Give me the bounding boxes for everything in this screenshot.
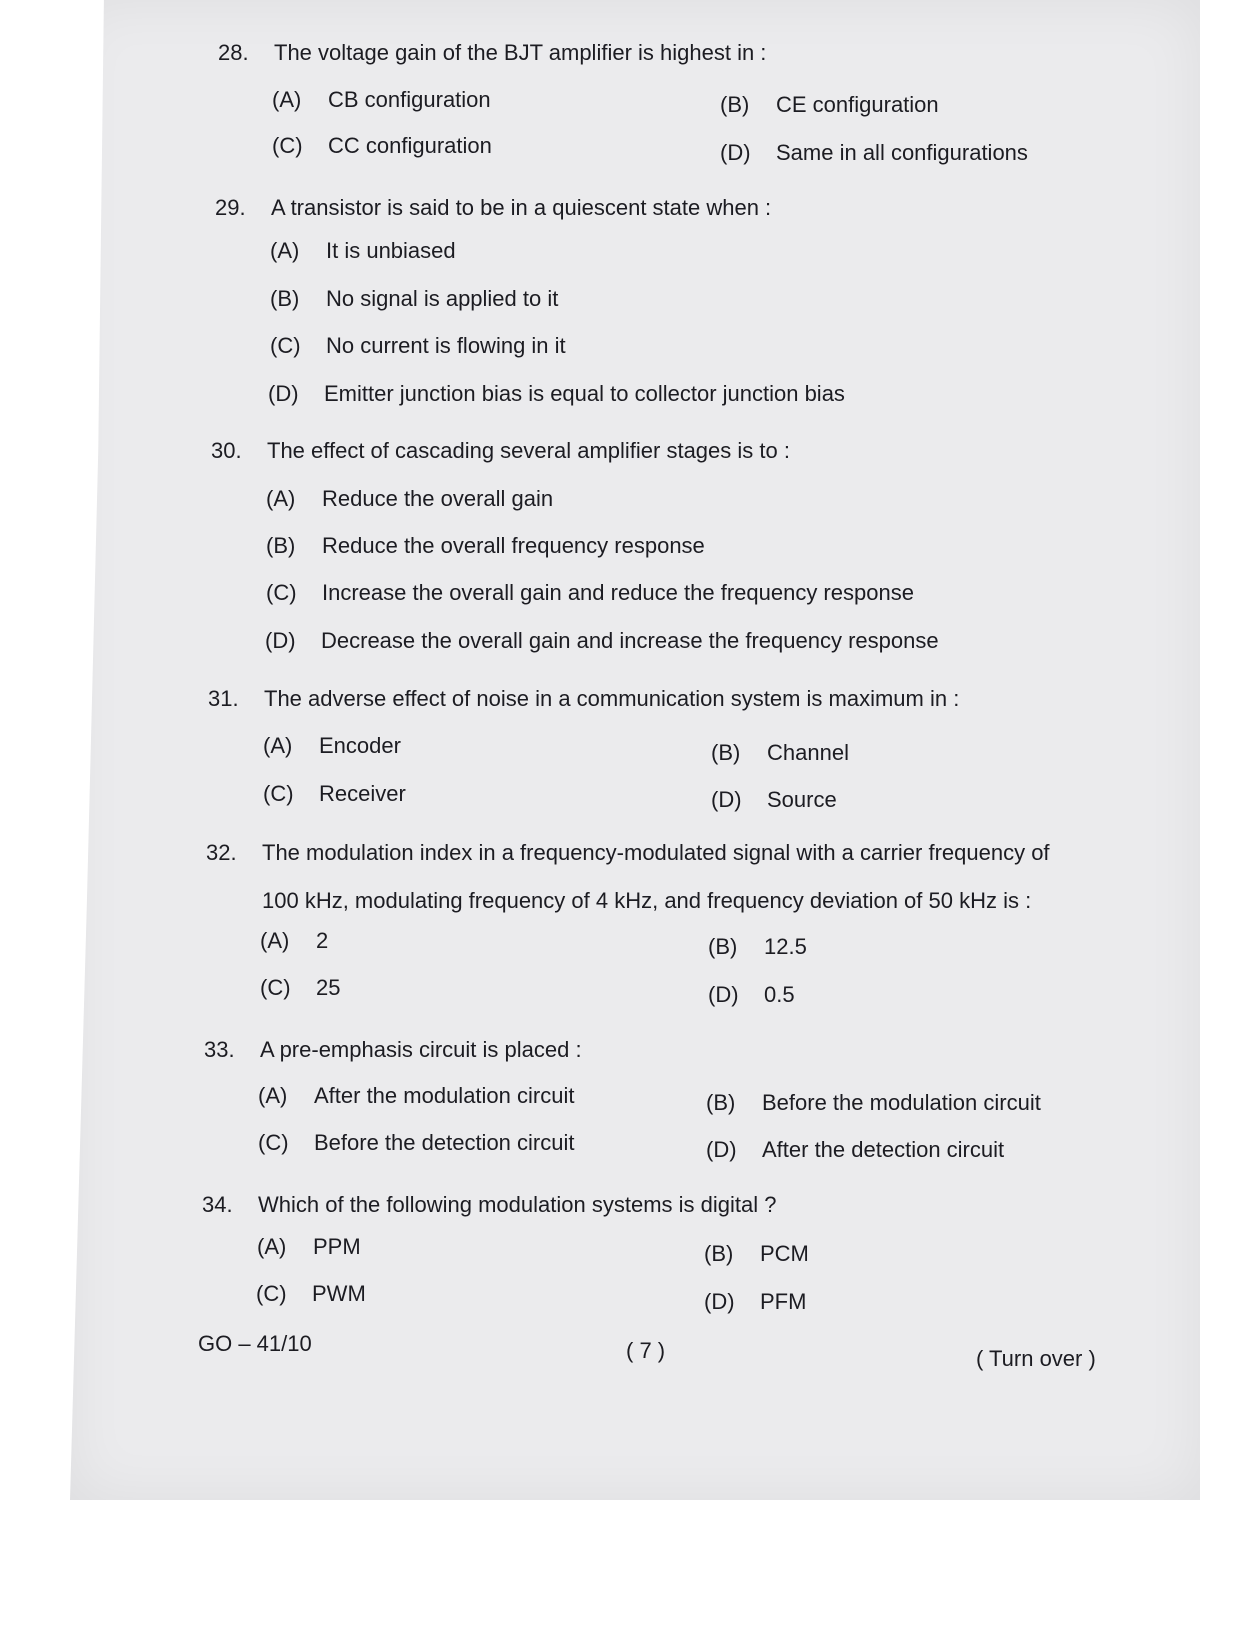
option-a: (A) 2 — [260, 928, 329, 953]
option-c: (C) Receiver — [263, 781, 406, 806]
question-text: The effect of cascading several amplifier stages is to : — [267, 438, 790, 463]
option-b: (B) Before the modulation circuit — [706, 1090, 1041, 1115]
option-c: (C) No current is flowing in it — [270, 333, 566, 358]
question-text: A transistor is said to be in a quiescent state when : — [271, 195, 772, 220]
option-b: (B) PCM — [704, 1241, 809, 1266]
option-c: (C) Increase the overall gain and reduce the frequency response — [266, 580, 914, 605]
option-b: (B) Reduce the overall frequency response — [266, 533, 705, 558]
question-32-continued — [262, 888, 1031, 914]
option-d: (D) Source — [711, 787, 837, 812]
option-a: (A) Reduce the overall gain — [266, 486, 554, 511]
question-number: 33. — [204, 1037, 235, 1062]
question-text: The adverse effect of noise in a communication system is maximum in : — [264, 686, 960, 711]
turn-over: ( Turn over ) — [976, 1346, 1096, 1371]
page-number: ( 7 ) — [626, 1338, 666, 1363]
option-d: (D) Decrease the overall gain and increase the frequency response — [265, 628, 939, 653]
question-number: 28. — [218, 40, 249, 65]
option-b: (B) Channel — [711, 740, 849, 765]
question-text: The modulation index in a frequency-modulated signal with a carrier frequency of — [262, 840, 1050, 865]
option-d: (D) Emitter junction bias is equal to collector junction bias — [268, 381, 845, 406]
option-c: (C) CC configuration — [272, 133, 492, 158]
option-a: (A) PPM — [257, 1234, 361, 1259]
option-a: (A) Encoder — [263, 733, 401, 758]
option-b: (B) 12.5 — [708, 934, 807, 959]
paper-code: GO – 41/10 — [198, 1331, 312, 1356]
question-number: 31. — [208, 686, 239, 711]
paper-sheet — [70, 0, 1200, 1500]
option-d: (D) After the detection circuit — [706, 1137, 1005, 1162]
question-text: A pre-emphasis circuit is placed : — [260, 1037, 582, 1062]
option-a: (A) It is unbiased — [270, 238, 456, 263]
option-a: (A) After the modulation circuit — [258, 1083, 575, 1108]
option-c: (C) Before the detection circuit — [258, 1130, 575, 1155]
option-d: (D) PFM — [704, 1289, 807, 1314]
question-text: The voltage gain of the BJT amplifier is highest in : — [274, 40, 767, 65]
option-b: (B) No signal is applied to it — [270, 286, 559, 311]
question-number: 34. — [202, 1192, 233, 1217]
question-text: Which of the following modulation systems is digital ? — [258, 1192, 777, 1217]
option-c: (C) PWM — [256, 1281, 366, 1306]
option-d: (D) 0.5 — [708, 982, 795, 1007]
option-d: (D) Same in all configurations — [720, 140, 1028, 165]
question-number: 32. — [206, 840, 237, 865]
question-number: 29. — [215, 195, 246, 220]
option-c: (C) 25 — [260, 975, 341, 1000]
question-text-line-2: 100 kHz, modulating frequency of 4 kHz, and frequency deviation of 50 kHz is : — [262, 888, 1032, 913]
option-a: (A) CB configuration — [272, 87, 491, 112]
question-number: 30. — [211, 438, 242, 463]
option-b: (B) CE configuration — [720, 92, 939, 117]
